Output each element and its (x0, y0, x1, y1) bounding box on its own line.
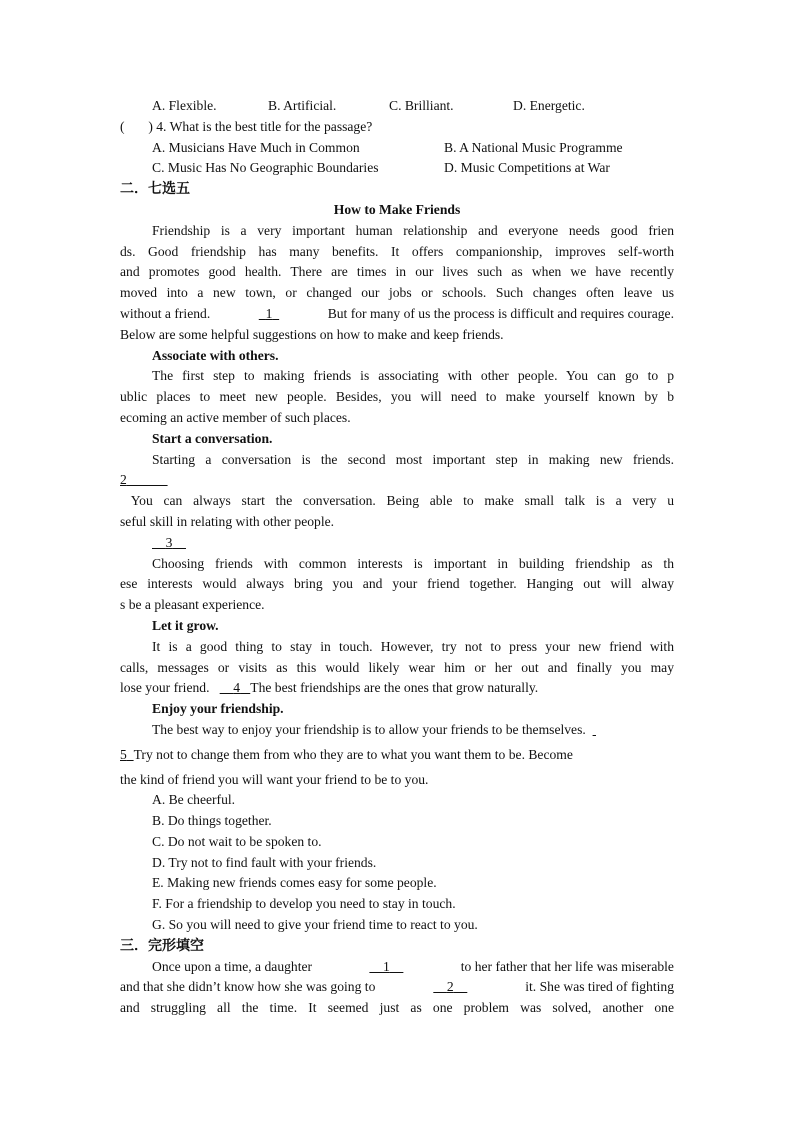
cloze-blank-2: 2 (446, 979, 454, 995)
p3-line-2: You can always start the conversation. Being able to make small talk is a very u (130, 493, 674, 509)
cloze-line-2: and that she didn’t know how she was going to 2 it. She was tired of fighting (120, 977, 674, 998)
q4-option-a: A. Musicians Have Much in Common (152, 139, 360, 155)
heading-enjoy: Enjoy your friendship. (152, 701, 284, 717)
q4-option-b: B. A National Music Programme (444, 139, 623, 155)
option-g: G. So you will need to give your friend time to react to you. (152, 917, 478, 933)
p5-text-b: The best friendships are the ones that grow naturally. (250, 680, 539, 696)
p2-line-2: ublic places to meet new people. Besides, you will need to make yourself known by b (120, 389, 674, 405)
option-e: E. Making new friends comes easy for some people. (152, 875, 437, 891)
p6-line-3: the kind of friend you will want your friend to be to you. (120, 771, 429, 787)
blank-1: 1 (265, 305, 273, 321)
blank-4: 4 (233, 680, 241, 696)
cloze-blank-1: 1 (382, 958, 390, 974)
q4-option-d: D. Music Competitions at War (444, 160, 610, 176)
document-body (120, 96, 674, 1019)
cloze-line-3: and struggling all the time. It seemed just as one problem was solved, another one (120, 1000, 674, 1016)
p2-line-3: ecoming an active member of such places. (120, 409, 351, 425)
q3-option-c: C. Brilliant. (389, 98, 454, 113)
option-d: D. Try not to find fault with your friends. (152, 854, 377, 870)
blank-2: 2 (120, 472, 127, 488)
heading-associate: Associate with others. (152, 347, 279, 363)
p1-line-5 (120, 304, 674, 325)
q4-options-row1 (120, 138, 674, 159)
p3-line-3: seful skill in relating with other people. (120, 513, 335, 529)
p1-text-b: But for many of us the process is difficult and requires courage. (327, 305, 674, 321)
p6-line-1: The best way to enjoy your friendship is to allow your friends to be themselves. (152, 721, 586, 737)
p4-line-3: s be a pleasant experience. (120, 597, 265, 613)
blank-5: 5 (120, 746, 127, 762)
option-a: A. Be cheerful. (152, 792, 236, 808)
q4-option-c: C. Music Has No Geographic Boundaries (152, 160, 379, 176)
q3-option-a: A. Flexible. (152, 98, 217, 113)
p5-text-a: lose your friend. (120, 680, 210, 696)
p1-line-2: ds. Good friendship has many benefits. It offers companionship, improves self-worth (120, 243, 674, 259)
q3-options (120, 96, 674, 117)
q4-stem: ( ) 4. What is the best title for the passage? (120, 118, 373, 134)
heading-conversation: Start a conversation. (152, 430, 273, 446)
p1-line-6: Below are some helpful suggestions on how to make and keep friends. (120, 326, 504, 342)
q3-option-d: D. Energetic. (513, 98, 585, 113)
p1-line-1: Friendship is a very important human relationship and everyone needs good frien (152, 222, 674, 238)
option-f: F. For a friendship to develop you need to stay in touch. (152, 896, 456, 912)
p5-line-2: calls, messages or visits as this would likely wear him or her out and finally you may (120, 659, 674, 675)
p2-line-1: The first step to making friends is associating with other people. You can go to p (152, 368, 674, 384)
section-heading-3: 三．完形填空 (120, 937, 204, 954)
q3-option-b: B. Artificial. (268, 98, 337, 113)
option-c: C. Do not wait to be spoken to. (152, 833, 322, 849)
p4-line-1: Choosing friends with common interests is important in building friendship as th (152, 555, 674, 571)
heading-grow: Let it grow. (152, 617, 219, 633)
p4-line-2: ese interests would always bring you and your friend together. Hanging out will alway (120, 576, 674, 592)
p5-line-3 (120, 678, 674, 699)
option-b: B. Do things together. (152, 813, 272, 829)
blank-3: 3 (165, 534, 173, 550)
q4-options-row2 (120, 158, 674, 179)
p5-line-1: It is a good thing to stay in touch. However, try not to press your new friend with (152, 638, 674, 654)
passage-title: How to Make Friends (333, 201, 461, 217)
p1-text-a: without a friend. (120, 305, 211, 321)
section-heading-2: 二．七选五 (120, 181, 190, 198)
p1-line-3: and promotes good health. There are times in our lives such as when we have recently (120, 264, 674, 280)
p6-line-2: 5 Try not to change them from who they are to what you want them to be. Become (120, 746, 573, 762)
p3-line-1: Starting a conversation is the second most important step in making new friends. (152, 451, 674, 467)
cloze-line-1: Once upon a time, a daughter 1 to her father that her life was miserable (120, 957, 674, 978)
p1-line-4: moved into a new town, or changed our jobs or schools. Such changes often leave us (120, 285, 674, 301)
